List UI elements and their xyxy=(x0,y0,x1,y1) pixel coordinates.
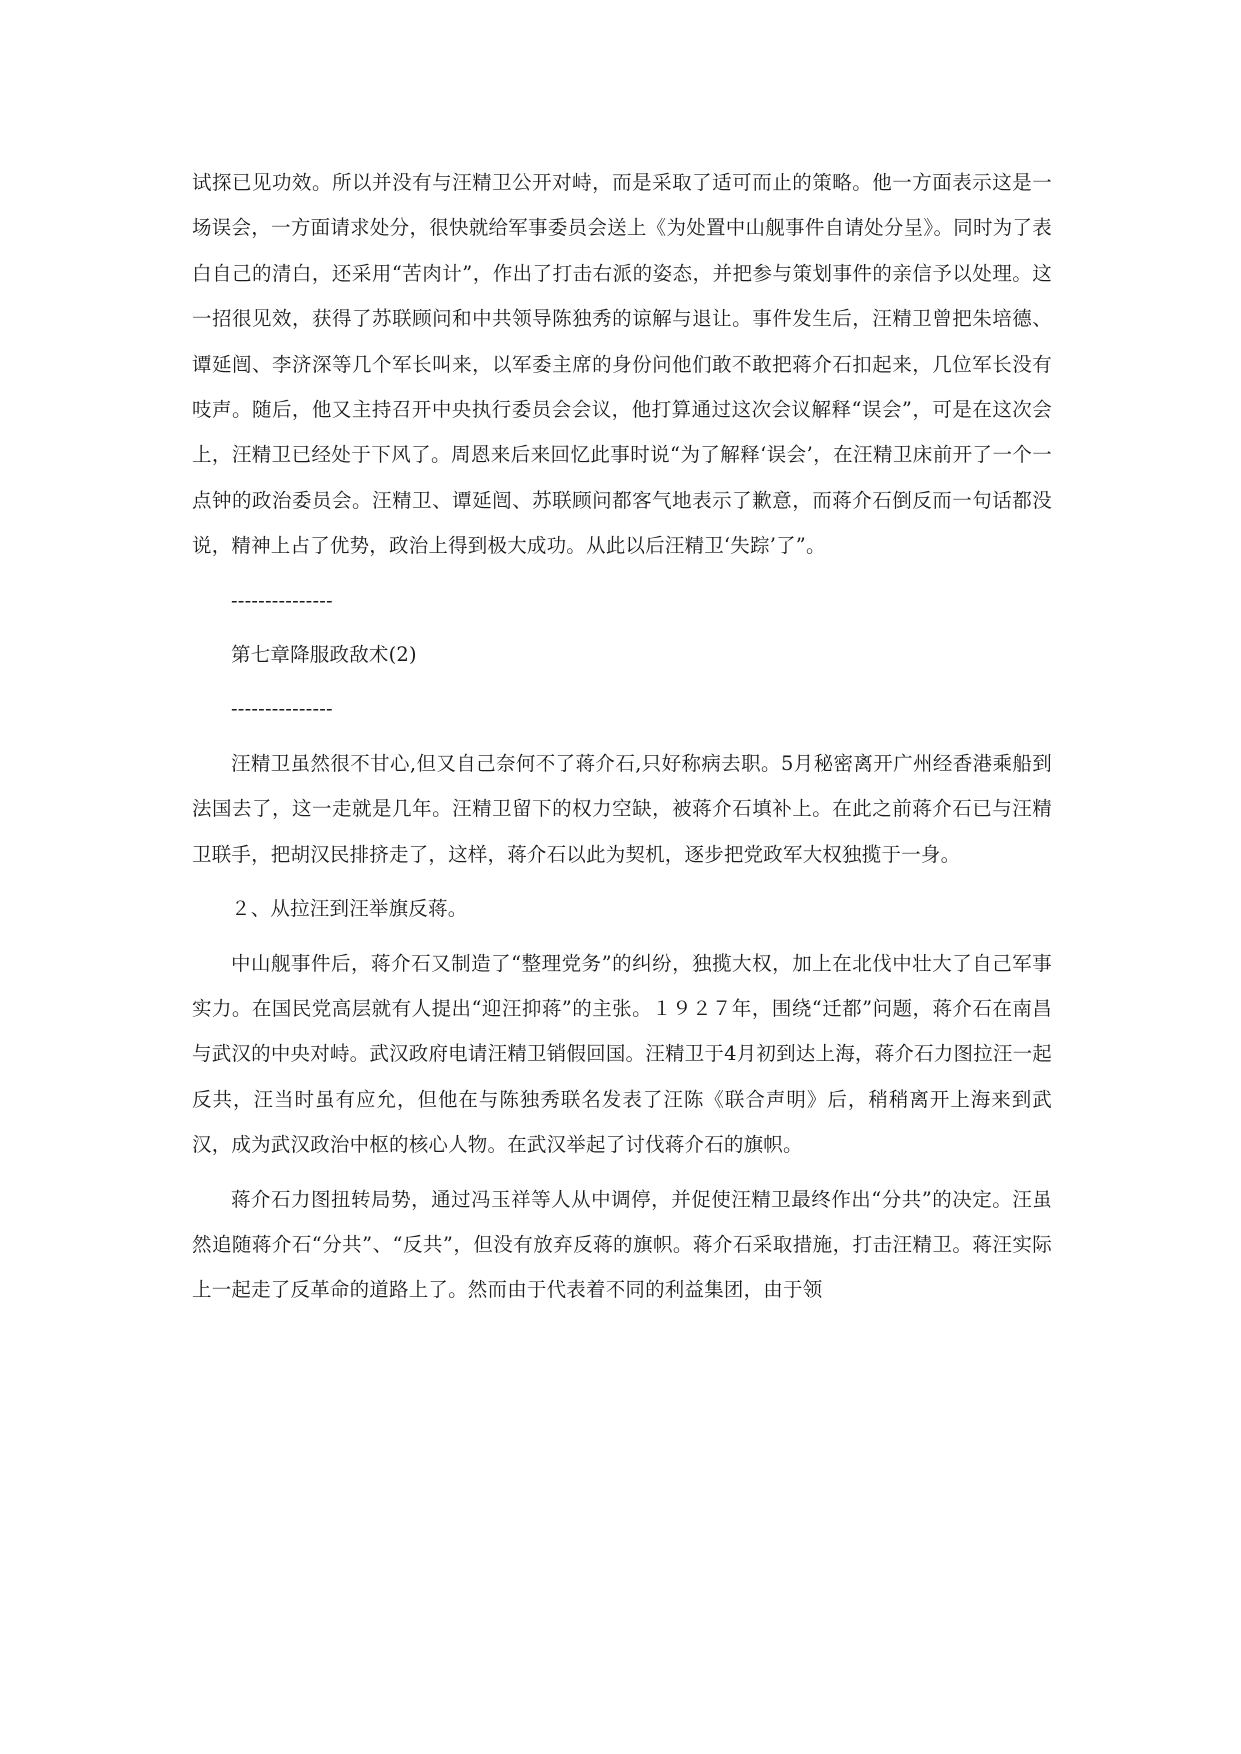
document-body xyxy=(192,160,1052,1322)
paragraph-2: 汪精卫虽然很不甘心,但又自己奈何不了蒋介石,只好称病去职。5月秘密离开广州经香港乘船到法国去了，这一走就是几年。汪精卫留下的权力空缺，被蒋介石填补上。在此之前蒋介石已与汪精卫联手，把胡汉民排挤走了，这样，蒋介石以此为契机，逐步把党政军大权独揽于一身。 xyxy=(192,751,1052,866)
paragraph-3: 中山舰事件后，蒋介石又制造了“整理党务”的纠纷，独揽大权，加上在北伐中壮大了自己军事实力。在国民党高层就有人提出“迎汪抑蒋”的主张。１９２７年，围绕“迁都”问题，蒋介石在南昌与武汉的中央对峙。武汉政府电请汪精卫销假回国。汪精卫于4月初到达上海，蒋介石力图拉汪一起反共，汪当时虽有应允，但他在与陈独秀联名发表了汪陈《联合声明》后，稍稍离开上海来到武汉，成为武汉政治中枢的核心人物。在武汉举起了讨伐蒋介石的旗帜。 xyxy=(192,951,1052,1157)
separator-top: --------------- xyxy=(231,588,333,612)
paragraph-4: 蒋介石力图扭转局势，通过冯玉祥等人从中调停，并促使汪精卫最终作出“分共”的决定。汪虽然追随蒋介石“分共”、“反共”，但没有放弃反蒋的旗帜。蒋介石采取措施，打击汪精卫。蒋汪实际上一起走了反革命的道路上了。然而由于代表着不同的利益集团，由于领 xyxy=(192,1187,1052,1302)
intro-paragraph: 试探已见功效。所以并没有与汪精卫公开对峙，而是采取了适可而止的策略。他一方面表示这是一场误会，一方面请求处分，很快就给军事委员会送上《为处置中山舰事件自请处分呈》。同时为了表白自己的清白，还采用“苦肉计”，作出了打击右派的姿态，并把参与策划事件的亲信予以处理。这一招很见效，获得了苏联顾问和中共领导陈独秀的谅解与退让。事件发生后，汪精卫曾把朱培德、谭延闿、李济深等几个军长叫来，以军委主席的身份问他们敢不敢把蒋介石扣起来，几位军长没有吱声。随后，他又主持召开中央执行委员会会议，他打算通过这次会议解释“误会”，可是在这次会上，汪精卫已经处于下风了。周恩来后来回忆此事时说“为了解释‘误会’，在汪精卫床前开了一个一点钟的政治委员会。汪精卫、谭延闿、苏联顾问都客气地表示了歉意，而蒋介石倒反而一句话都没说，精神上占了优势，政治上得到极大成功。从此以后汪精卫‘失踪’了”。 xyxy=(192,171,1052,558)
separator-bottom: --------------- xyxy=(231,697,333,721)
section-title: ２、从拉汪到汪举旗反蒋。 xyxy=(231,897,468,921)
chapter-heading: 第七章降服政敌术(2) xyxy=(231,643,417,667)
